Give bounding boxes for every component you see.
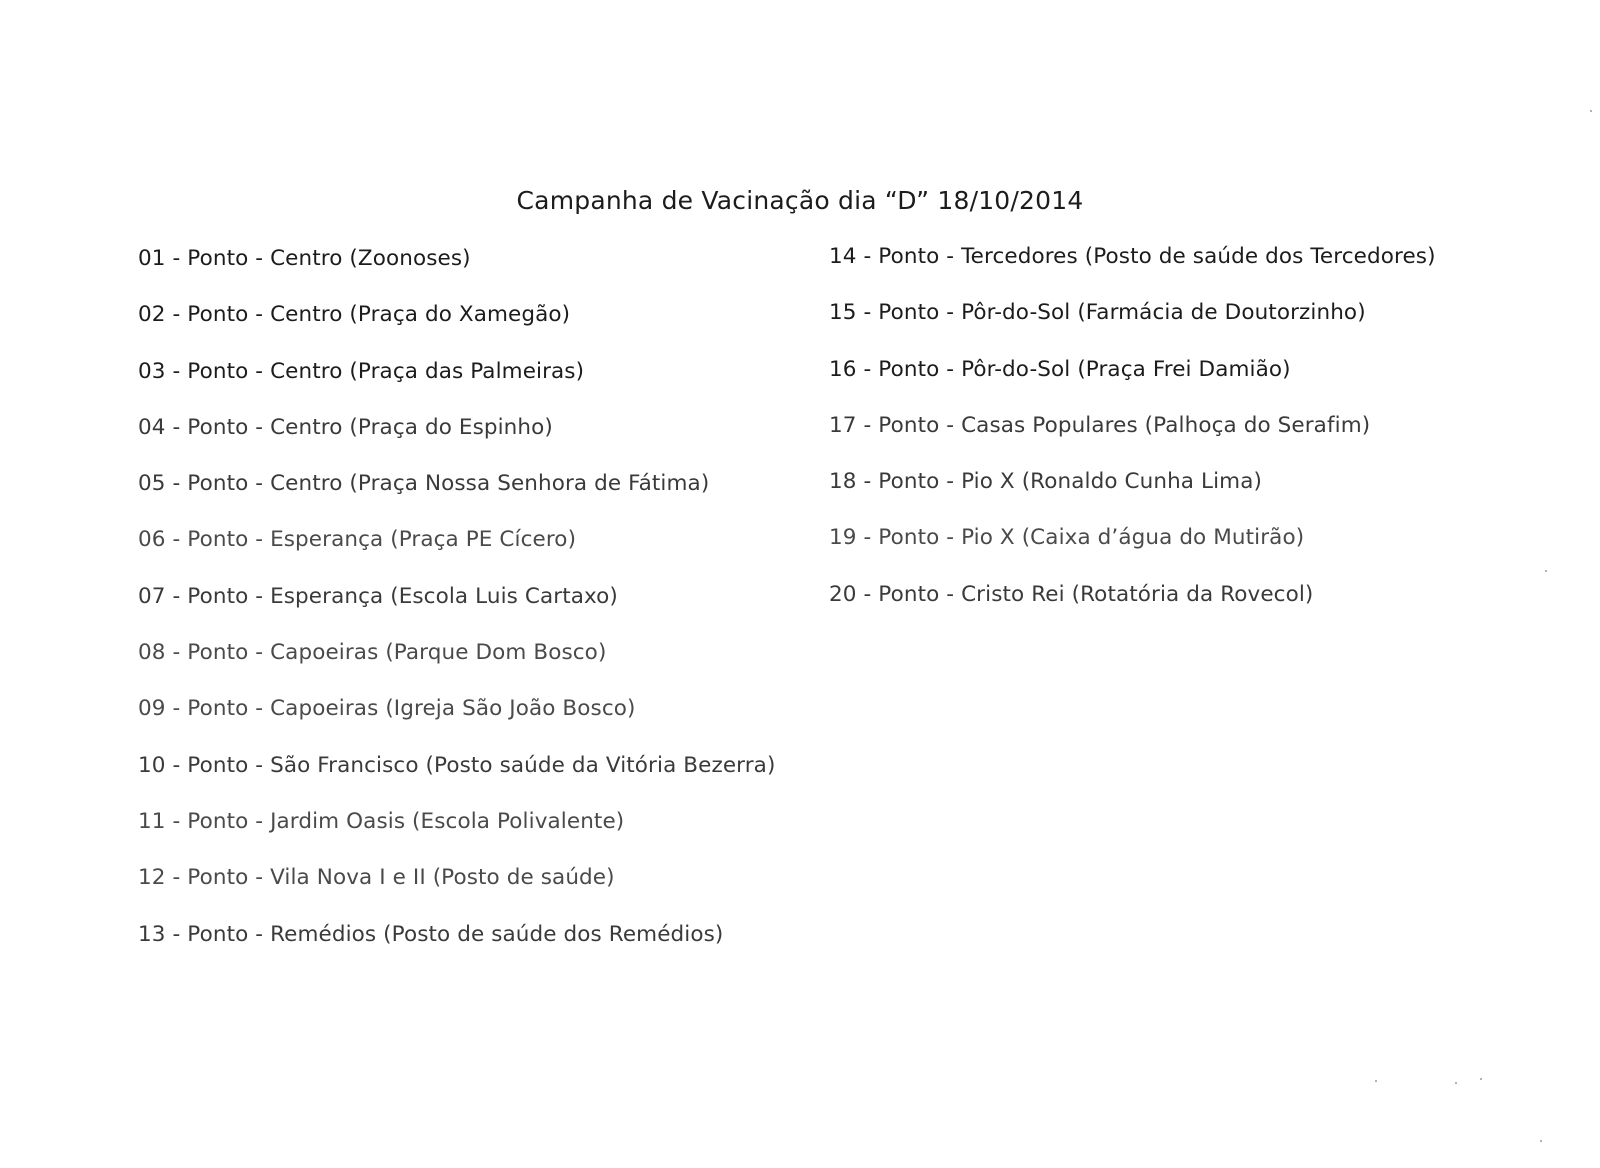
- scan-speck: [1540, 1140, 1542, 1142]
- list-item: 04 - Ponto - Centro (Praça do Espinho): [138, 414, 553, 440]
- list-item: 19 - Ponto - Pio X (Caixa d’água do Mutirão): [829, 525, 1305, 551]
- list-item: 11 - Ponto - Jardim Oasis (Escola Polivalente): [138, 808, 625, 834]
- list-item: 07 - Ponto - Esperança (Escola Luis Cartaxo): [138, 583, 618, 609]
- list-item: 05 - Ponto - Centro (Praça Nossa Senhora de Fátima): [138, 471, 710, 497]
- list-item: 15 - Ponto - Pôr-do-Sol (Farmácia de Doutorzinho): [829, 300, 1366, 326]
- page-title: [0, 186, 1600, 215]
- list-item: 03 - Ponto - Centro (Praça das Palmeiras): [138, 358, 585, 384]
- list-item: 20 - Ponto - Cristo Rei (Rotatória da Rovecol): [829, 581, 1314, 607]
- list-item: 12 - Ponto - Vila Nova I e II (Posto de saúde): [138, 865, 615, 891]
- list-item: 13 - Ponto - Remédios (Posto de saúde dos Remédios): [138, 921, 724, 947]
- list-item: 09 - Ponto - Capoeiras (Igreja São João Bosco): [138, 696, 636, 722]
- scan-speck: [1480, 1078, 1482, 1080]
- vaccination-points-left-list: [138, 244, 775, 976]
- scan-speck: [1375, 1080, 1377, 1082]
- list-item: 10 - Ponto - São Francisco (Posto saúde da Vitória Bezerra): [138, 752, 776, 778]
- scan-speck: [1455, 1082, 1457, 1084]
- list-item: 18 - Ponto - Pio X (Ronaldo Cunha Lima): [829, 469, 1262, 495]
- list-item: 08 - Ponto - Capoeiras (Parque Dom Bosco): [138, 640, 607, 666]
- list-item: 16 - Ponto - Pôr-do-Sol (Praça Frei Damião): [829, 356, 1291, 382]
- list-item: 02 - Ponto - Centro (Praça do Xamegão): [138, 302, 571, 328]
- scan-speck: [1590, 110, 1592, 112]
- vaccination-points-right-list: [829, 242, 1436, 636]
- title-text: Campanha de Vacinação dia “D” 18/10/2014: [516, 186, 1084, 215]
- list-item: 06 - Ponto - Esperança (Praça PE Cícero): [138, 527, 577, 553]
- list-item: 01 - Ponto - Centro (Zoonoses): [138, 246, 471, 271]
- scan-speck: [1545, 570, 1547, 572]
- list-item: 17 - Ponto - Casas Populares (Palhoça do Serafim): [829, 412, 1371, 438]
- list-item: 14 - Ponto - Tercedores (Posto de saúde dos Tercedores): [829, 244, 1436, 269]
